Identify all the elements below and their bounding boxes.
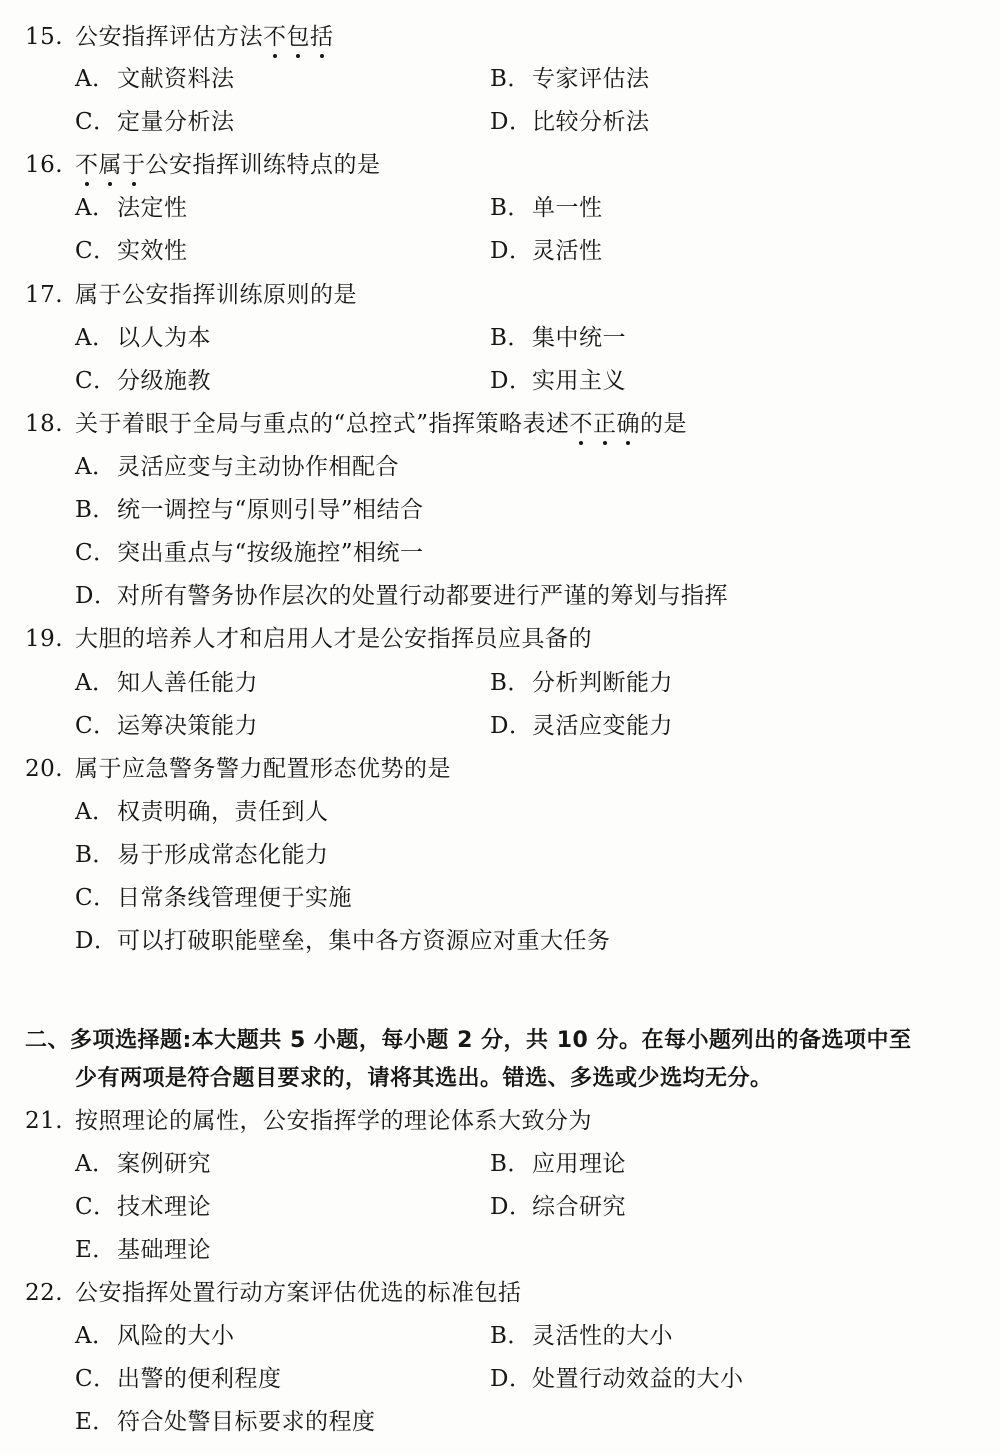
option-letter: C． <box>75 540 117 566</box>
option-18-a <box>75 452 399 482</box>
option-19-d <box>490 711 673 741</box>
stem-text: 属于应急警务警力配置形态优势的是 <box>75 756 451 782</box>
question-21-stem <box>25 1106 592 1136</box>
option-letter: A． <box>75 454 116 480</box>
option-letter: C． <box>75 713 117 739</box>
question-number: 17. <box>25 282 64 308</box>
option-text: 对所有警务协作层次的处置行动都要进行严谨的筹划与指挥 <box>117 583 728 609</box>
option-text: 集中统一 <box>532 325 626 351</box>
option-22-d <box>490 1364 744 1394</box>
option-letter: D． <box>75 583 118 609</box>
option-16-d <box>490 236 603 266</box>
option-text: 应用理论 <box>532 1151 626 1177</box>
option-letter: A． <box>75 1151 116 1177</box>
option-text: 符合处警目标要求的程度 <box>117 1409 376 1435</box>
option-text: 灵活性 <box>532 238 603 264</box>
option-text: 灵活性的大小 <box>532 1323 673 1349</box>
stem-text: 属于公安指挥训练原则的是 <box>75 282 357 308</box>
option-20-a <box>75 797 329 827</box>
option-17-d <box>490 366 626 396</box>
option-text: 案例研究 <box>117 1151 211 1177</box>
option-letter: A． <box>75 66 116 92</box>
option-letter: B． <box>75 842 116 868</box>
option-22-a <box>75 1321 235 1351</box>
option-text: 灵活应变与主动协作相配合 <box>117 454 399 480</box>
option-18-b <box>75 495 424 525</box>
option-letter: B． <box>75 497 116 523</box>
option-text: 比较分析法 <box>532 109 650 135</box>
option-letter: C． <box>75 885 117 911</box>
stem-text: 大胆的培养人才和启用人才是公安指挥员应具备的 <box>75 626 592 652</box>
option-text: 知人善任能力 <box>117 670 258 696</box>
option-21-d <box>490 1192 626 1222</box>
question-22-stem <box>25 1278 522 1308</box>
option-letter: E． <box>75 1237 116 1263</box>
option-15-c <box>75 107 235 137</box>
option-text: 以人为本 <box>117 325 211 351</box>
option-letter: E． <box>75 1409 116 1435</box>
option-letter: A． <box>75 1323 116 1349</box>
emphasis-char: 于 <box>122 152 146 178</box>
option-22-c <box>75 1364 282 1394</box>
question-17-stem <box>25 280 357 310</box>
option-letter: C． <box>75 109 117 135</box>
option-19-c <box>75 711 258 741</box>
stem-text: 的是 <box>640 411 688 437</box>
option-text: 分析判断能力 <box>532 670 673 696</box>
question-19-stem <box>25 624 592 654</box>
section-2-header-line1: 二、多项选择题:本大题共 5 小题，每小题 2 分，共 10 分。在每小题列出的备选项中至 <box>25 1028 912 1053</box>
option-19-b <box>490 668 673 698</box>
option-21-b <box>490 1149 626 1179</box>
emphasis-char: 确 <box>616 411 641 437</box>
section-2-header-line2: 少有两项是符合题目要求的，请将其选出。错选、多选或少选均无分。 <box>75 1066 773 1091</box>
question-number: 18. <box>25 411 64 437</box>
option-text: 易于形成常态化能力 <box>117 842 329 868</box>
option-16-b <box>490 193 603 223</box>
option-15-d <box>490 107 650 137</box>
option-text: 处置行动效益的大小 <box>532 1366 744 1392</box>
option-letter: C． <box>75 368 117 394</box>
option-text: 运筹决策能力 <box>117 713 258 739</box>
option-21-a <box>75 1149 211 1179</box>
option-letter: B． <box>490 1151 531 1177</box>
stem-text: 公安指挥训练特点的是 <box>145 152 381 178</box>
option-16-c <box>75 236 188 266</box>
stem-text: 公安指挥处置行动方案评估优选的标准包括 <box>75 1280 522 1306</box>
option-text: 技术理论 <box>117 1194 211 1220</box>
question-number: 20. <box>25 756 64 782</box>
option-letter: D． <box>490 368 533 394</box>
option-text: 可以打破职能壁垒，集中各方资源应对重大任务 <box>117 928 611 954</box>
option-17-a <box>75 323 211 353</box>
option-text: 权责明确，责任到人 <box>117 799 329 825</box>
option-20-d <box>75 926 611 956</box>
emphasis-char: 括 <box>310 24 334 50</box>
option-21-e <box>75 1235 211 1265</box>
stem-text: 关于着眼于全局与重点的“总控式”指挥策略表述 <box>75 411 570 437</box>
question-number: 15. <box>25 24 64 50</box>
emphasis-char: 属 <box>98 152 122 178</box>
option-21-c <box>75 1192 211 1222</box>
option-letter: C． <box>75 1366 117 1392</box>
option-letter: D． <box>490 238 533 264</box>
option-letter: B． <box>490 670 531 696</box>
question-20-stem <box>25 754 451 784</box>
option-letter: D． <box>490 109 533 135</box>
option-text: 法定性 <box>117 195 188 221</box>
option-text: 基础理论 <box>117 1237 211 1263</box>
option-16-a <box>75 193 188 223</box>
question-18-stem <box>25 409 687 439</box>
option-letter: A． <box>75 799 116 825</box>
option-text: 综合研究 <box>532 1194 626 1220</box>
option-text: 实效性 <box>117 238 188 264</box>
option-18-d <box>75 581 728 611</box>
option-text: 定量分析法 <box>117 109 235 135</box>
option-text: 日常条线管理便于实施 <box>117 885 352 911</box>
question-number: 22. <box>25 1280 64 1306</box>
option-text: 实用主义 <box>532 368 626 394</box>
option-text: 灵活应变能力 <box>532 713 673 739</box>
option-text: 单一性 <box>532 195 603 221</box>
question-number: 21. <box>25 1108 64 1134</box>
option-letter: B． <box>490 195 531 221</box>
option-letter: D． <box>490 1366 533 1392</box>
option-letter: D． <box>490 1194 533 1220</box>
emphasis-char: 不 <box>569 411 594 437</box>
stem-text: 按照理论的属性，公安指挥学的理论体系大致分为 <box>75 1108 592 1134</box>
question-15-stem <box>25 22 334 52</box>
option-letter: D． <box>490 713 533 739</box>
option-letter: B． <box>490 325 531 351</box>
option-17-c <box>75 366 211 396</box>
question-number: 19. <box>25 626 64 652</box>
option-text: 分级施教 <box>117 368 211 394</box>
option-text: 出警的便利程度 <box>117 1366 282 1392</box>
option-letter: B． <box>490 66 531 92</box>
option-text: 专家评估法 <box>532 66 650 92</box>
option-text: 统一调控与“原则引导”相结合 <box>117 497 424 523</box>
option-17-b <box>490 323 626 353</box>
option-text: 突出重点与“按级施控”相统一 <box>117 540 424 566</box>
option-letter: A． <box>75 670 116 696</box>
question-16-stem <box>25 150 381 180</box>
option-15-b <box>490 64 650 94</box>
option-22-e <box>75 1407 376 1437</box>
option-18-c <box>75 538 424 568</box>
question-number: 16. <box>25 152 64 178</box>
option-19-a <box>75 668 258 698</box>
option-letter: A． <box>75 325 116 351</box>
option-15-a <box>75 64 235 94</box>
option-letter: C． <box>75 1194 117 1220</box>
emphasis-char: 不 <box>75 152 99 178</box>
option-text: 风险的大小 <box>117 1323 235 1349</box>
option-letter: D． <box>75 928 118 954</box>
option-letter: C． <box>75 238 117 264</box>
emphasis-char: 不 <box>263 24 287 50</box>
emphasis-char: 正 <box>593 411 617 437</box>
option-letter: A． <box>75 195 116 221</box>
option-20-b <box>75 840 329 870</box>
stem-text: 公安指挥评估方法 <box>75 24 263 50</box>
option-20-c <box>75 883 352 913</box>
option-letter: B． <box>490 1323 531 1349</box>
option-text: 文献资料法 <box>117 66 235 92</box>
option-22-b <box>490 1321 673 1351</box>
emphasis-char: 包 <box>286 24 310 50</box>
